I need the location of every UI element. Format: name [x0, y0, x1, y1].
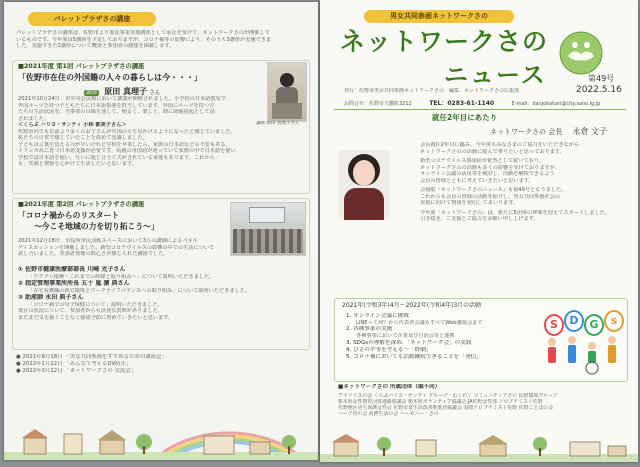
podium — [272, 103, 302, 119]
right-townscape-illustration — [320, 428, 638, 462]
lecture2-photo — [230, 202, 306, 256]
tel: TEL：0283-61-1140 — [429, 100, 495, 107]
newsletter-title-1: ネットワークさの — [340, 27, 549, 56]
schedule-list: ● 2021年9月18日 「男女共同参画をすすめるための講演会」 ● 2022年1月22日 「みんなで考えるDV防止」 ● 2022年3月12日 「ネットワークさの 交流会」 — [16, 354, 167, 374]
greeting-heading: 就任2年目にあたり — [432, 113, 498, 122]
townscape-illustration — [4, 402, 318, 460]
sdgs-letter-g: G — [584, 314, 604, 336]
activity-list: 1. オンライン会議に挑戦 LINEって何？から代表者会議もすべてWeb講演会まで 2. 各種事業の実施 各種事業において企業及び自治会等と連携 3. SDGsの理解を深め、「ネットワーク会」の実践 4. ひさの平等を考える～「絆劇」 5. コロナ禍においても活動継続できることを「発信」 — [346, 313, 483, 360]
lecture1-title: 「佐野市在住の外国籍の人々の暮らしは今・・・」 — [18, 73, 202, 82]
lecture2-tag: ■2021年度 第2回 パレットプラザさの講座 — [18, 201, 145, 208]
network-logo-icon — [558, 30, 604, 76]
publisher-line: 発行：佐野市男女共同参画ネットワークさの 編集：ネットワークさの広報部 — [344, 88, 520, 94]
speaker-suffix: さん — [149, 90, 161, 96]
lecture1-tag: ■2021年度 第1回 パレットプラザさの講座 — [18, 63, 145, 70]
screen — [249, 207, 285, 223]
lecture1-body: 2021年10月24日、市中央公民館において講演が開催されました。小学校の日本語教室で 外国ルーツを持つ子どもたちに日本語指導を担当しています。外国にルーツを持つ方 たちの生活状況を、当事者の目線を通して、明るく、楽しく、時に問題提起として話 されました。 ＜くらぶ ハリヨ・サンティ 小林 都美子さん＞ 佐野市内でも以前より多くのお子さんが中国の方を見かけるようになったと感じていました。 私たちの日常で感じていたことを改めて実感しました。 子どもは言葉を覚えるのが早いけれど学校を卒業したら、家族の日本語などの不安もある。 イリンカれに育つ日本語支援が必要です。両親の母国語が違っていて家族の中で日本語を使い 学校では日本語を使い、互いに通じ合う工夫がされている家庭もあります。これから も、笑顔と挨拶を心がけて生活したいと思います。 — [18, 96, 236, 167]
right-page — [320, 0, 638, 462]
lecture1-photo — [267, 62, 307, 122]
president-label: ネットワークさの 会長 — [490, 128, 563, 136]
speaker-figure — [280, 73, 294, 87]
header-divider — [334, 109, 626, 110]
speaker-name: 原田 真理子 — [104, 87, 148, 96]
jacket — [344, 188, 384, 220]
lecture-header-label: パレットプラザさの講座 — [28, 12, 156, 26]
panelist-list: ① 佐野市健康医療部部長 川﨑 光子さん 「ワクチン接種～これまでの経緯と取り組み～」について説明いただきました。 ② 指定管理事業所所長 五十 嵐 凛 典さん 「在宅看護職の就労環境とワークライフバランスへの取り組み」について説明いただきました。 ③ 助産師 永田 典子さん 「コロナ禍での母子保健について」説明いただきました。 現在の状況について、参加者からも活発な質問がありました。 まだまだ気を抜くことなく感染予防に努めていきたいと思います。 — [18, 266, 251, 321]
president-photo — [338, 150, 390, 220]
lecture2-title-1: 「コロナ禍からのリスタート — [18, 211, 120, 220]
lecture2-body: 2021年12月18日、市役所市民活動スペースにおいて3人の講師によるパネル ディスカッションを開催しました。新型コロナウイルスの影響の中での生活について 話し合いました。参加者皆様の熱心さが感じられた講座でした。 — [18, 238, 215, 257]
speaker-prefix: 講師 — [86, 90, 98, 96]
member-list: アマリリスの会 くらぶハリヨ・サンティ グループ・わくわく コミュニティアさの 佐野環境グループ 栃木県女性教育団体連絡協議会 栃木県ボランティア協議会 JA佐野女性部 ソロプチミスト佐野 佐野地区更生保護女性会 佐野市食生活改善推進員協議会 国際ソロプチミスト佐野 佐野ことばの会 ハーブ舎の会 消費生活の会 ハーモニー・さの — [338, 393, 558, 418]
left-page — [4, 2, 318, 460]
audience — [233, 229, 303, 253]
member-heading: ■ネットワークさの 所属団体（順不同） — [338, 384, 441, 390]
sdgs-letter-d: D — [564, 310, 584, 332]
org-badge: 男女共同参画ネットワークさの — [364, 10, 514, 23]
people-icon — [542, 336, 626, 376]
president-line — [490, 126, 607, 137]
intro-text: パレットプラザさの講座は、佐野市より委託事業実施講座として承託を受けて、ネットワークさのが開催して いるものです。今年度は5講座を予定しておりますが、コロナ禍等の影響により、そのうち3講座が実施できま した。実施できた2講座について概要と参加者の感想を掲載します。 — [16, 30, 272, 49]
address: お問合せ：佐野市大橋町3212 — [344, 101, 412, 107]
greeting-body: 会長就任2年目に臨み、今年度もみなさまのご協力をいただきながら ネットワークさのの活動に励んで参りたいと思っております。 新型コロナウイルス感染症が依然として続いており、 ネットワークさのの活動も多くの影響を受けておりますが、 オンライン会議の活用等を検討し、活動を継続できるよう 会員の皆様とともに考えていきたいと思います。 会報紙『ネットワークさのニュース』も第49号となりました。 これからも会員の皆様の活動を紹介し、男女共同参画社会の 実現に向けて情報を発信してまいります。 今年度「ネットワークさの」は、新たに5団体の仲間を迎えてスタートしました。 引き続き、ご支援とご協力をお願い申し上げます。 — [420, 142, 611, 222]
email[interactable]: E-mail：danjokakari@city.sano.lg.jp — [511, 101, 601, 107]
issue-date: 2022.5.16 — [576, 85, 622, 95]
sdgs-illustration — [542, 310, 626, 376]
lecture1-photo-caption: 講師 原田 真理子さん — [256, 121, 300, 126]
sdgs-letter-s2: s — [604, 310, 624, 332]
activity-period: 2021年(令和3年)4月～2022年(令和4年)3月の活動 — [342, 302, 482, 309]
sdgs-letter-s: S — [544, 314, 564, 336]
contact-line — [344, 98, 600, 107]
lecture2-title-2: ～今こそ地域の力を切り拓こう～」 — [34, 222, 159, 231]
face — [353, 160, 375, 186]
president-name: 永倉 文子 — [572, 127, 608, 136]
newsletter-title-2: ニュース — [444, 61, 547, 89]
issue-number: 第49号 — [588, 74, 615, 83]
